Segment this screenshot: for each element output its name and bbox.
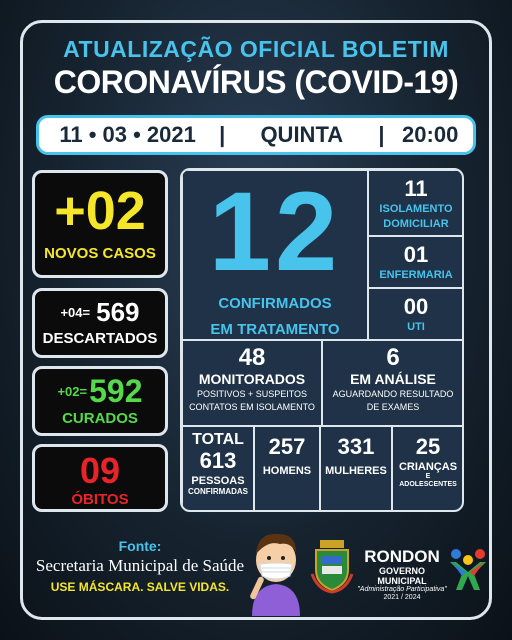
monitorados-label: MONITORADOS [198, 371, 306, 387]
child-with-mask-icon [244, 520, 308, 616]
isolamento-value: 11 [404, 176, 428, 201]
mulheres-cell [320, 426, 392, 512]
criancas-sub1: E [425, 473, 431, 480]
isolamento-cell [368, 170, 464, 236]
rondon-logo [356, 548, 448, 602]
monitorados-sub2: CONTATOS EM ISOLAMENTO [189, 402, 315, 412]
mulheres-value: 331 [337, 434, 375, 459]
isolamento-label1: ISOLAMENTO [379, 203, 453, 215]
analise-sub1: AGUARDANDO RESULTADO [332, 389, 454, 399]
criancas-label: CRIANÇAS [398, 461, 458, 473]
confirmados-label1: CONFIRMADOS [218, 295, 332, 312]
confirmados-label2: EM TRATAMENTO [210, 321, 340, 338]
total-title: TOTAL [192, 431, 244, 448]
monitorados-sub1: POSITIVOS + SUSPEITOS [196, 389, 308, 399]
uti-label: UTI [407, 321, 425, 333]
gov-motto: "Administração Participativa" [357, 586, 447, 593]
gov-term: 2021 / 2024 [383, 594, 421, 601]
descartados-card [32, 288, 168, 358]
participation-logo-icon [446, 546, 490, 594]
descartados-delta: +04= [60, 305, 91, 320]
obitos-card [32, 444, 168, 512]
slogan-text: USE MÁSCARA. SALVE VIDAS. [50, 580, 230, 594]
analise-cell [322, 340, 464, 426]
enfermaria-label: ENFERMARIA [379, 269, 453, 281]
criancas-sub2: ADOLESCENTES [399, 481, 457, 488]
enfermaria-cell [368, 236, 464, 288]
novos-casos-card [32, 170, 168, 278]
criancas-value: 25 [415, 434, 441, 459]
novos-label: NOVOS CASOS [44, 245, 156, 262]
confirmados-value: 12 [208, 169, 342, 294]
gov-name: GOVERNO MUNICIPAL [377, 566, 427, 586]
uti-value: 00 [403, 294, 429, 319]
obitos-label: ÓBITOS [71, 491, 129, 508]
title-line1: ATUALIZAÇÃO OFICIAL BOLETIM [63, 36, 449, 62]
analise-sub2: DE EXAMES [366, 402, 420, 412]
weekday-text: QUINTA [260, 122, 344, 147]
separator: | [378, 122, 385, 147]
curados-value: 592 [89, 373, 143, 409]
uti-cell [368, 288, 464, 340]
homens-label: HOMENS [262, 465, 312, 477]
mulheres-label: MULHERES [325, 465, 387, 477]
total-sub: CONFIRMADAS [188, 487, 248, 496]
obitos-value: 09 [79, 450, 121, 491]
enfermaria-value: 01 [403, 242, 429, 267]
source-text: Secretaria Municipal de Saúde [35, 556, 245, 575]
descartados-value: 569 [96, 297, 140, 327]
monitorados-value: 48 [238, 344, 266, 371]
time-text: 20:00 [402, 122, 459, 147]
monitorados-cell [182, 340, 322, 426]
criancas-cell [392, 426, 464, 512]
curados-card [32, 366, 168, 436]
analise-label: EM ANÁLISE [350, 371, 436, 387]
separator: | [219, 122, 226, 147]
total-label: PESSOAS [191, 475, 245, 487]
date-bar [36, 115, 476, 155]
homens-value: 257 [268, 434, 306, 459]
fonte-label: Fonte: [118, 538, 162, 554]
date-text: 11 • 03 • 2021 [59, 122, 196, 147]
curados-delta: +02= [57, 384, 88, 399]
curados-label: CURADOS [62, 410, 138, 427]
municipal-crest-icon [310, 538, 354, 594]
novos-value: +02 [54, 181, 146, 241]
descartados-label: DESCARTADOS [42, 330, 158, 347]
stats-grid [180, 168, 464, 512]
analise-value: 6 [386, 344, 400, 371]
total-value: 613 [199, 448, 237, 473]
total-cell [182, 426, 254, 512]
isolamento-label2: DOMICILIAR [383, 218, 449, 230]
homens-cell [254, 426, 320, 512]
title-line2: CORONAVÍRUS (COVID-19) [53, 64, 459, 100]
confirmados-cell [182, 170, 368, 340]
city-name: RONDON [364, 547, 440, 566]
